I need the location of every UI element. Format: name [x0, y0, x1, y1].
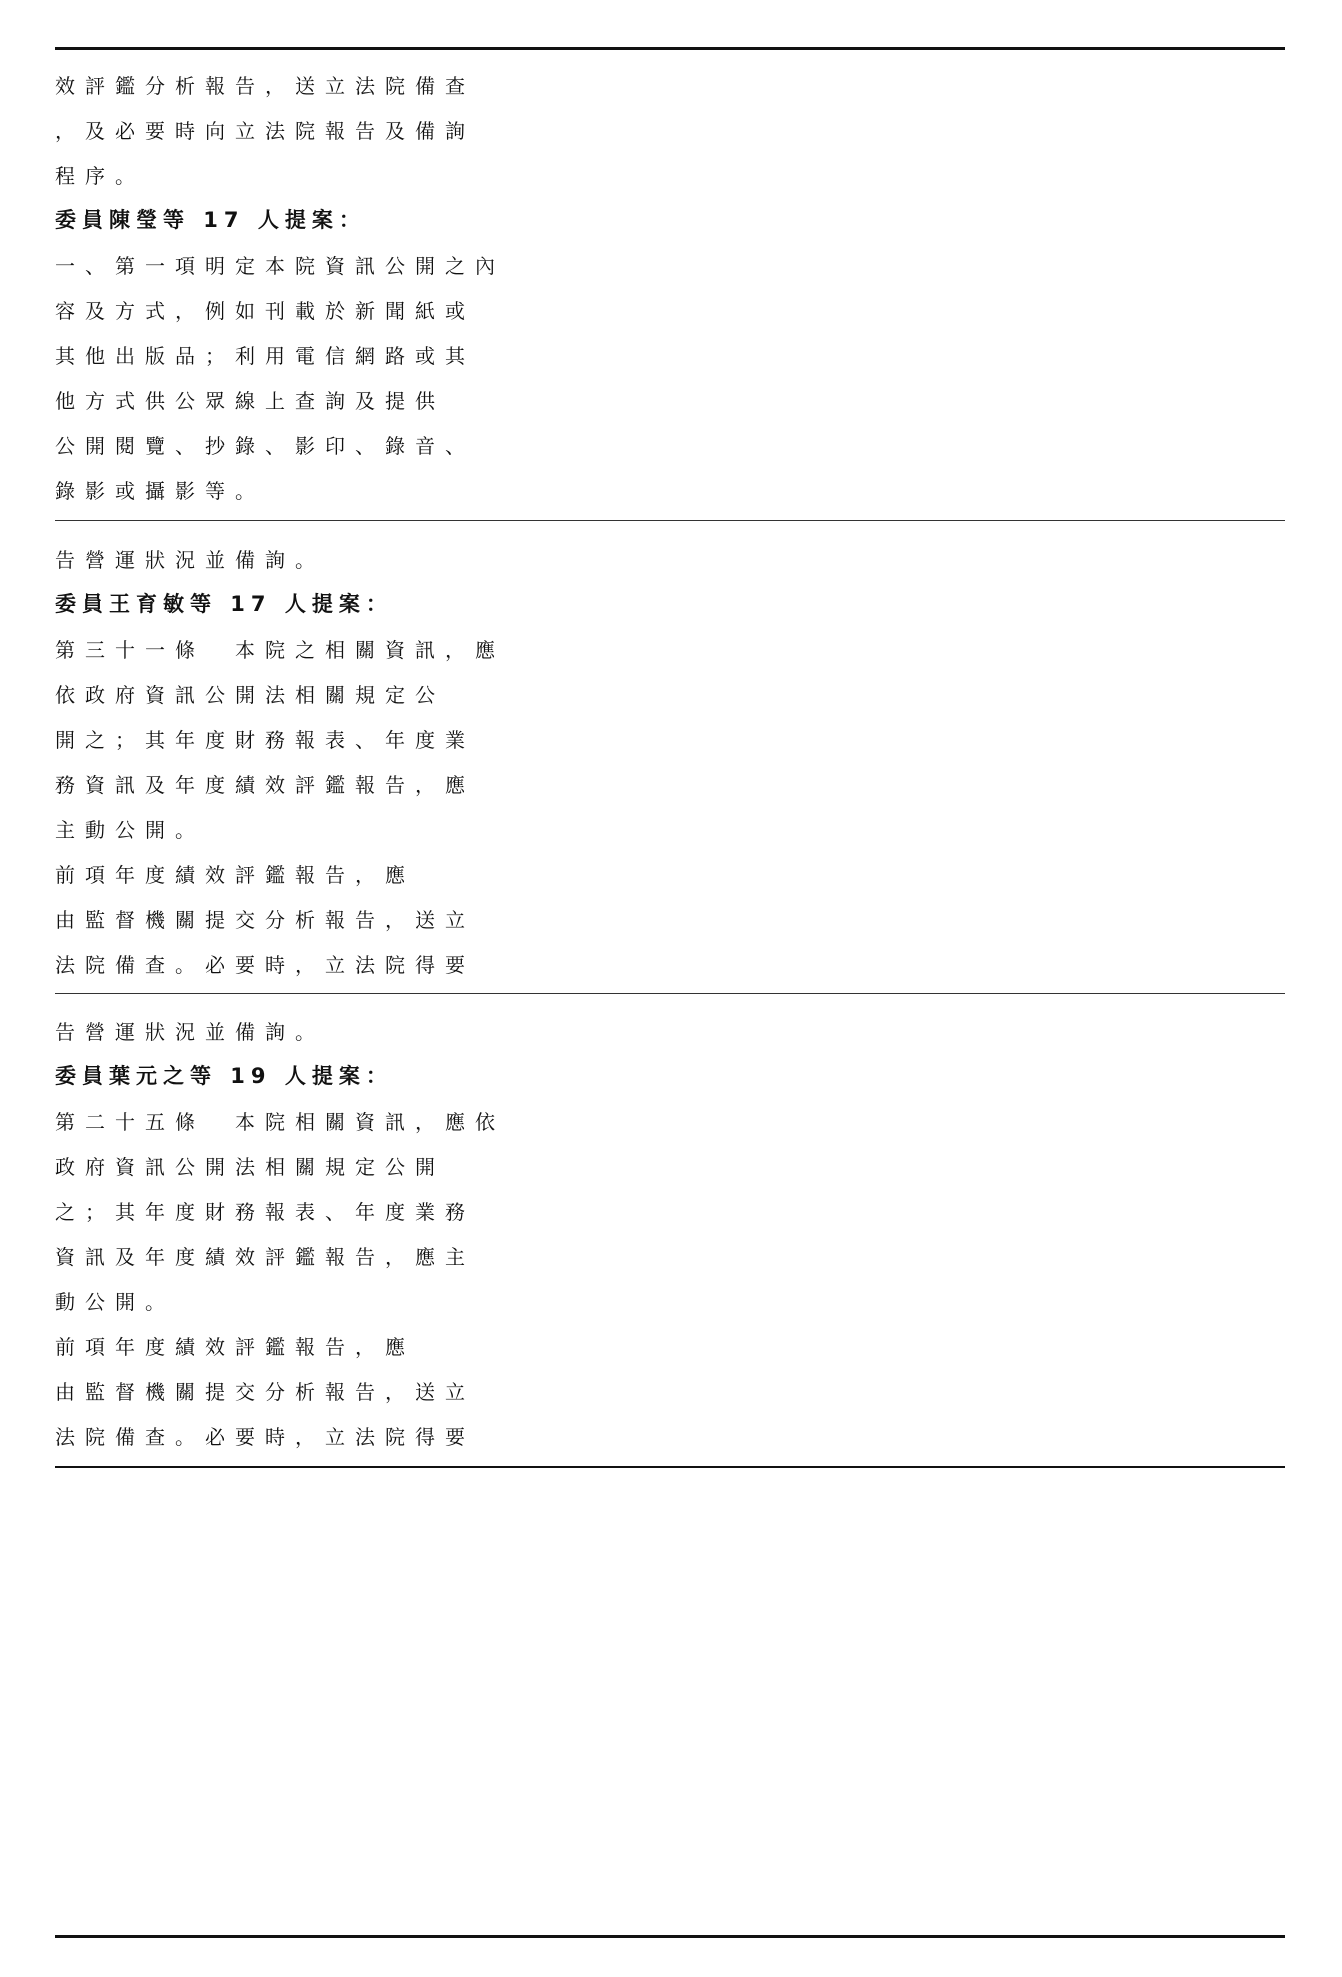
proposal-heading: 委員葉元之等 19 人提案：: [55, 1064, 393, 1088]
text-line: 前項年度績效評鑑報告，應: [55, 863, 415, 887]
text-line: 告營運狀況並備詢。: [55, 1020, 325, 1044]
column-3: [55, 1004, 1285, 1454]
text-line: 務資訊及年度績效評鑑報告，應: [55, 773, 475, 797]
bottom-rule: [55, 1935, 1285, 1938]
text-line: 之；其年度財務報表、年度業務: [55, 1200, 475, 1224]
column-1: [55, 58, 1285, 508]
text-line: 由監督機關提交分析報告，送立: [55, 908, 475, 932]
text-line: 依政府資訊公開法相關規定公: [55, 683, 445, 707]
text-line: 法院備查。必要時，立法院得要: [55, 1425, 475, 1449]
text-line: 公開閱覽、抄錄、影印、錄音、: [55, 434, 475, 458]
text-line: 他方式供公眾線上查詢及提供: [55, 389, 445, 413]
text-line: 第三十一條 本院之相關資訊，應: [55, 638, 505, 662]
text-line: 前項年度績效評鑑報告，應: [55, 1335, 415, 1359]
text-line: 其他出版品；利用電信網路或其: [55, 344, 475, 368]
text-line: ，及必要時向立法院報告及備詢: [55, 119, 475, 143]
text-line: 效評鑑分析報告，送立法院備查: [55, 74, 475, 98]
text-line: 政府資訊公開法相關規定公開: [55, 1155, 445, 1179]
column-divider: [55, 993, 1285, 994]
top-rule: [55, 47, 1285, 50]
text-line: 開之；其年度財務報表、年度業: [55, 728, 475, 752]
text-line: 一、第一項明定本院資訊公開之內: [55, 254, 505, 278]
text-line: 由監督機關提交分析報告，送立: [55, 1380, 475, 1404]
text-line: 錄影或攝影等。: [55, 479, 265, 503]
text-line: 程序。: [55, 164, 145, 188]
text-line: 資訊及年度績效評鑑報告，應主: [55, 1245, 475, 1269]
column-divider: [55, 520, 1285, 521]
text-line: 容及方式，例如刊載於新聞紙或: [55, 299, 475, 323]
text-line: 法院備查。必要時，立法院得要: [55, 953, 475, 977]
text-line: 第二十五條 本院相關資訊，應依: [55, 1110, 505, 1134]
text-line: 動公開。: [55, 1290, 175, 1314]
column-2: [55, 532, 1285, 982]
proposal-heading: 委員王育敏等 17 人提案：: [55, 592, 393, 616]
text-line: 主動公開。: [55, 818, 205, 842]
proposal-heading: 委員陳瑩等 17 人提案：: [55, 208, 366, 232]
section-end-rule: [55, 1466, 1285, 1468]
text-line: 告營運狀況並備詢。: [55, 548, 325, 572]
